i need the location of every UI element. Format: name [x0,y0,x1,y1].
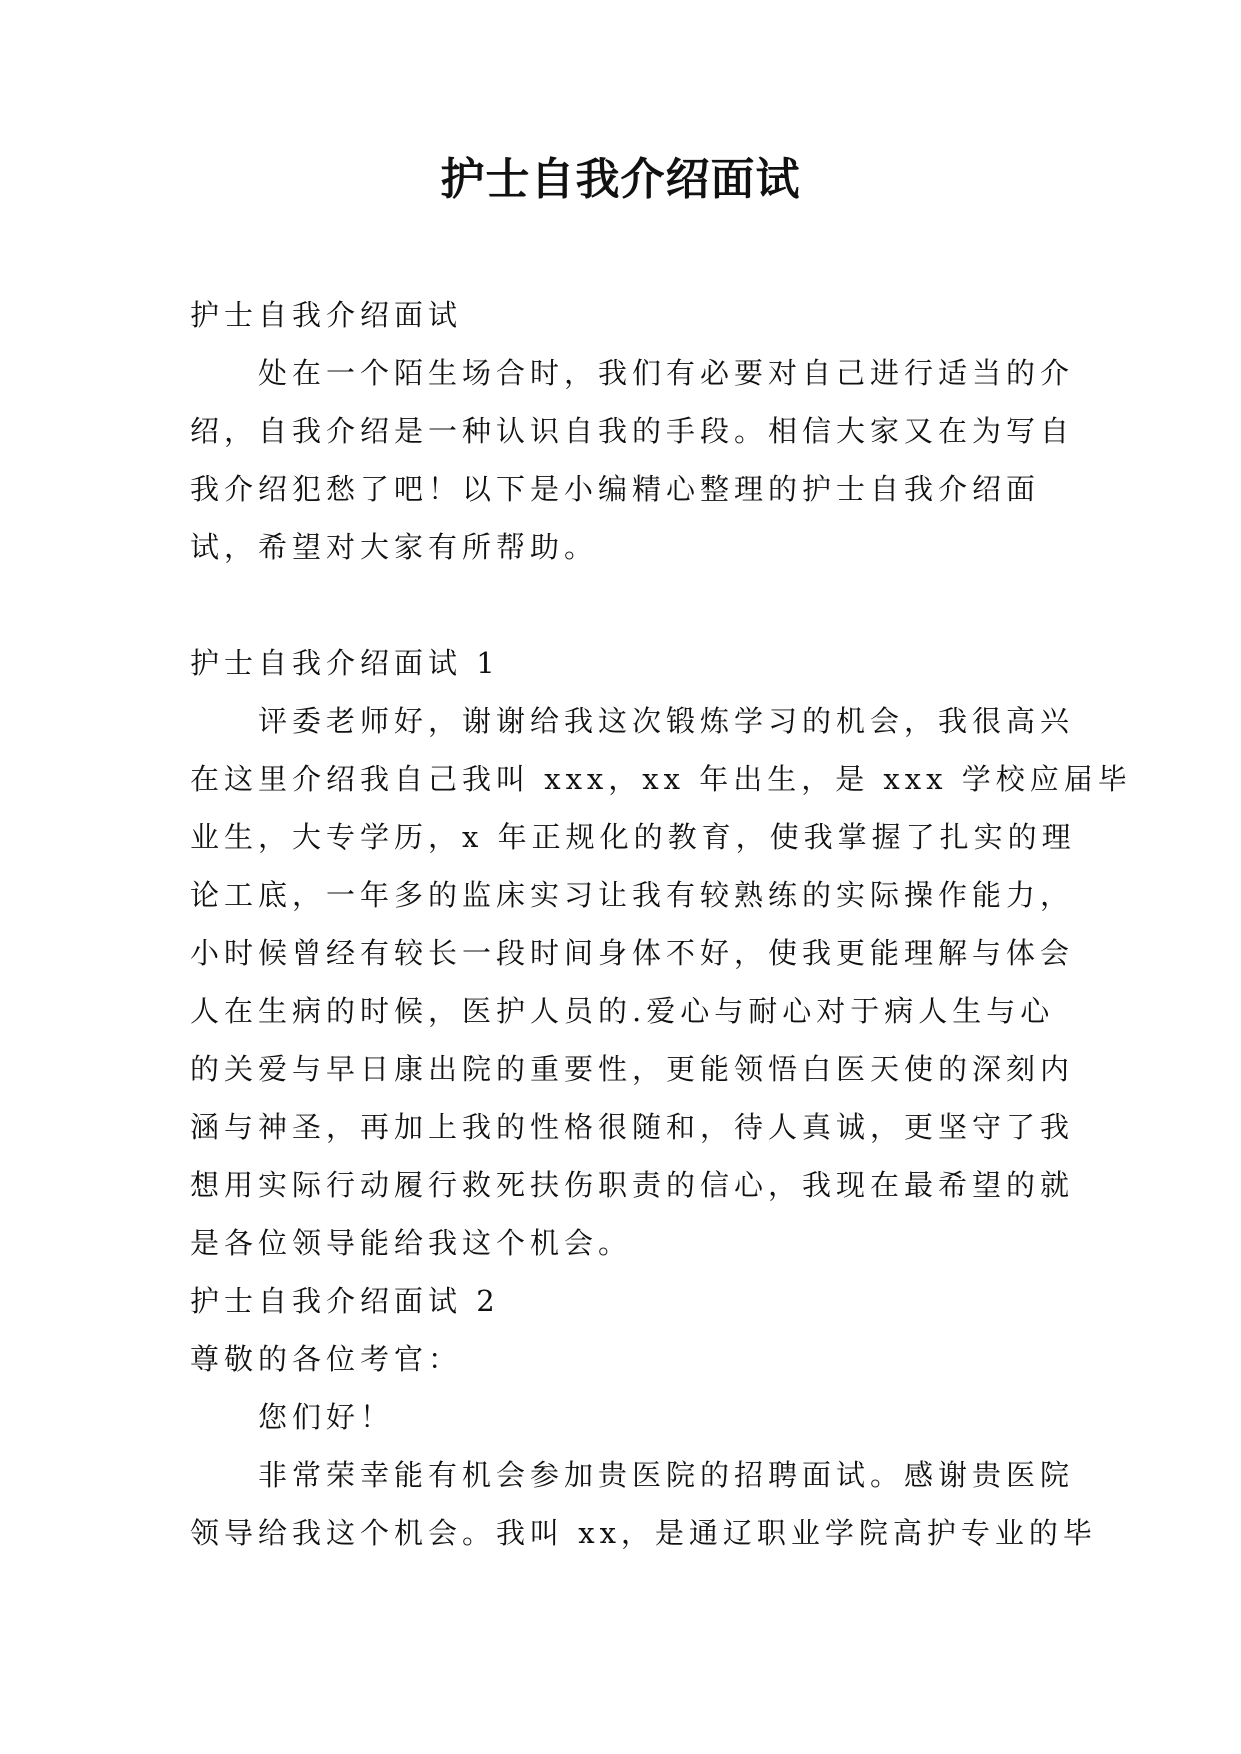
paragraph-spacer [190,576,1070,634]
paragraph-line: 想用实际行动履行救死扶伤职责的信心，我现在最希望的就 [190,1168,1075,1202]
document-title: 护士自我介绍面试 [440,154,801,205]
paragraph-line: 我介绍犯愁了吧！以下是小编精心整理的护士自我介绍面 [190,472,1041,506]
paragraph-line: 领导给我这个机会。我叫 xx，是通辽职业学院高护专业的毕 [190,1516,1097,1550]
paragraph-line: 处在一个陌生场合时，我们有必要对自己进行适当的介 [258,356,1075,390]
document-body [190,286,1132,1562]
paragraph-line: 的关爱与早日康出院的重要性，更能领悟白医天使的深刻内 [190,1052,1075,1086]
paragraph-line: 在这里介绍我自己我叫 xxx，xx 年出生，是 xxx 学校应届毕 [190,762,1132,796]
paragraph-line: 业生，大专学历，x 年正规化的教育，使我掌握了扎实的理 [190,820,1076,854]
greeting: 您们好！ [258,1400,395,1434]
paragraph-line: 小时候曾经有较长一段时间身体不好，使我更能理解与体会 [190,936,1075,970]
paragraph-line: 涵与神圣，再加上我的性格很随和，待人真诚，更坚守了我 [190,1110,1075,1144]
salutation: 尊敬的各位考官： [190,1342,463,1376]
paragraph-line: 人在生病的时候，医护人员的.爱心与耐心对于病人生与心 [190,994,1055,1028]
paragraph-line: 论工底，一年多的监床实习让我有较熟练的实际操作能力， [190,878,1075,912]
paragraph-line: 绍，自我介绍是一种认识自我的手段。相信大家又在为写自 [190,414,1075,448]
section-heading-1: 护士自我介绍面试 1 [190,646,500,680]
paragraph-line: 试，希望对大家有所帮助。 [190,530,599,564]
paragraph-line: 是各位领导能给我这个机会。 [190,1226,633,1260]
section-heading-2: 护士自我介绍面试 2 [190,1284,500,1318]
section-heading-intro: 护士自我介绍面试 [190,298,463,332]
paragraph-line: 非常荣幸能有机会参加贵医院的招聘面试。感谢贵医院 [258,1458,1075,1492]
paragraph-line: 评委老师好，谢谢给我这次锻炼学习的机会，我很高兴 [258,704,1075,738]
